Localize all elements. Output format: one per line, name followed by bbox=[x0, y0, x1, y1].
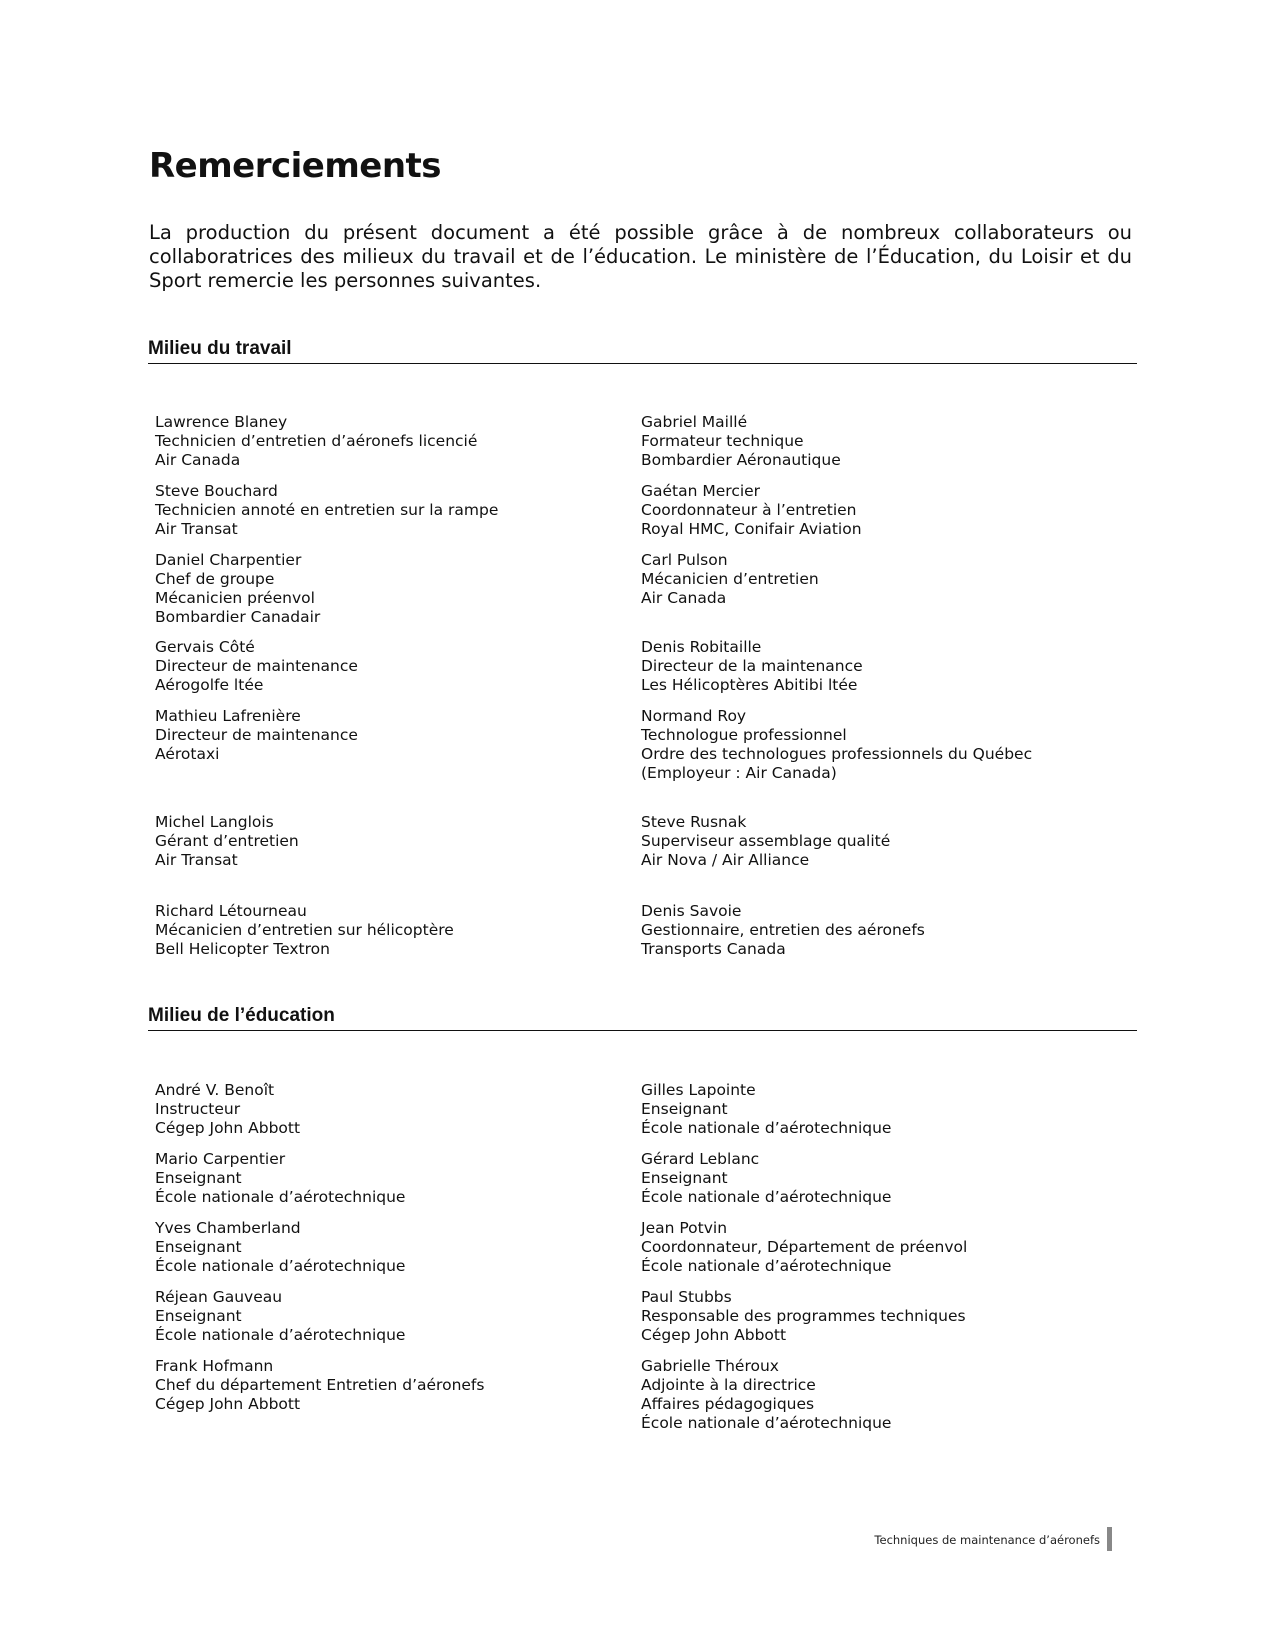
contributor-entry bbox=[641, 813, 1121, 870]
contributor-name: Yves Chamberland bbox=[155, 1219, 301, 1237]
contributor-name: Denis Robitaille bbox=[641, 638, 762, 656]
contributor-detail: Adjointe à la directrice bbox=[641, 1376, 816, 1394]
contributor-detail: Gérant d’entretien bbox=[155, 832, 299, 850]
contributor-detail: Cégep John Abbott bbox=[155, 1119, 301, 1137]
contributor-name: Normand Roy bbox=[641, 707, 747, 725]
contributor-detail: Directeur de maintenance bbox=[155, 726, 358, 744]
contributor-name: Gaétan Mercier bbox=[641, 482, 761, 500]
contributor-detail: Superviseur assemblage qualité bbox=[641, 832, 891, 850]
contributor-detail: Ordre des technologues professionnels du Québec bbox=[641, 745, 1033, 763]
contributor-name: Réjean Gauveau bbox=[155, 1288, 283, 1306]
contributor-detail: Aérogolfe ltée bbox=[155, 676, 264, 694]
contributor-detail: Directeur de maintenance bbox=[155, 657, 358, 675]
contributor-name: Jean Potvin bbox=[641, 1219, 728, 1237]
contributor-detail: École nationale d’aérotechnique bbox=[641, 1188, 892, 1206]
contributor-detail: Enseignant bbox=[155, 1307, 242, 1325]
contributor-detail: École nationale d’aérotechnique bbox=[641, 1257, 892, 1275]
contributor-name: Steve Rusnak bbox=[641, 813, 747, 831]
contributor-detail: École nationale d’aérotechnique bbox=[155, 1188, 406, 1206]
contributor-detail: Bombardier Canadair bbox=[155, 608, 321, 626]
contributor-entry bbox=[155, 551, 635, 627]
contributor-detail: Mécanicien d’entretien sur hélicoptère bbox=[155, 921, 454, 939]
contributor-entry bbox=[641, 551, 1121, 608]
contributor-entry bbox=[155, 1357, 635, 1414]
contributor-detail: École nationale d’aérotechnique bbox=[641, 1119, 892, 1137]
contributor-detail: Instructeur bbox=[155, 1100, 241, 1118]
contributor-entry bbox=[155, 482, 635, 539]
intro-paragraph: La production du présent document a été possible grâce à de nombreux collaborateurs ou collaboratrices des milieux du travail et de l’éducation. Le ministère de l’Éducation, du Loisir et du Sport remercie les personnes suivantes. bbox=[149, 221, 1132, 292]
contributor-name: Paul Stubbs bbox=[641, 1288, 732, 1306]
contributor-name: Carl Pulson bbox=[641, 551, 728, 569]
contributor-entry bbox=[155, 1219, 635, 1276]
contributor-name: Lawrence Blaney bbox=[155, 413, 288, 431]
contributor-entry bbox=[155, 902, 635, 959]
contributor-detail: Chef de groupe bbox=[155, 570, 275, 588]
contributor-detail: Coordonnateur, Département de préenvol bbox=[641, 1238, 968, 1256]
contributor-detail: Enseignant bbox=[155, 1169, 242, 1187]
contributor-detail: Gestionnaire, entretien des aéronefs bbox=[641, 921, 925, 939]
contributor-detail: Air Canada bbox=[155, 451, 241, 469]
contributor-detail: Air Canada bbox=[641, 589, 727, 607]
contributor-name: Steve Bouchard bbox=[155, 482, 278, 500]
contributor-name: André V. Benoît bbox=[155, 1081, 275, 1099]
contributor-entry bbox=[641, 482, 1121, 539]
contributor-entry bbox=[155, 638, 635, 695]
section-title-travail: Milieu du travail bbox=[148, 338, 292, 359]
contributor-detail: Les Hélicoptères Abitibi ltée bbox=[641, 676, 858, 694]
contributor-detail: Bell Helicopter Textron bbox=[155, 940, 330, 958]
contributor-name: Mathieu Lafrenière bbox=[155, 707, 301, 725]
contributor-name: Gervais Côté bbox=[155, 638, 255, 656]
contributor-detail: Formateur technique bbox=[641, 432, 804, 450]
contributor-detail: Enseignant bbox=[155, 1238, 242, 1256]
contributor-name: Gabriel Maillé bbox=[641, 413, 748, 431]
contributor-name: Michel Langlois bbox=[155, 813, 274, 831]
contributor-entry bbox=[641, 1219, 1121, 1276]
contributor-detail: Enseignant bbox=[641, 1100, 728, 1118]
contributor-detail: Technologue professionnel bbox=[641, 726, 847, 744]
contributor-detail: Cégep John Abbott bbox=[155, 1395, 301, 1413]
section-title-education: Milieu de l’éducation bbox=[148, 1005, 335, 1026]
contributor-detail: Mécanicien d’entretien bbox=[641, 570, 819, 588]
contributor-entry bbox=[641, 902, 1121, 959]
contributor-entry bbox=[641, 413, 1121, 470]
contributor-detail: Enseignant bbox=[641, 1169, 728, 1187]
contributor-entry bbox=[641, 707, 1121, 783]
contributor-entry bbox=[155, 813, 635, 870]
contributor-entry bbox=[155, 413, 635, 470]
contributor-detail: Technicien d’entretien d’aéronefs licencié bbox=[155, 432, 478, 450]
contributor-detail: Technicien annoté en entretien sur la rampe bbox=[155, 501, 499, 519]
contributor-detail: Responsable des programmes techniques bbox=[641, 1307, 966, 1325]
footer-title: Techniques de maintenance d’aéronefs bbox=[874, 1533, 1100, 1547]
contributor-detail: Aérotaxi bbox=[155, 745, 220, 763]
contributor-detail: Bombardier Aéronautique bbox=[641, 451, 841, 469]
contributor-name: Gérard Leblanc bbox=[641, 1150, 760, 1168]
page-title: Remerciements bbox=[149, 146, 442, 186]
contributor-entry bbox=[641, 638, 1121, 695]
contributor-name: Gilles Lapointe bbox=[641, 1081, 756, 1099]
contributor-detail: Cégep John Abbott bbox=[641, 1326, 787, 1344]
contributor-name: Denis Savoie bbox=[641, 902, 742, 920]
contributor-detail: Coordonnateur à l’entretien bbox=[641, 501, 857, 519]
section-heading-travail bbox=[148, 338, 1137, 364]
contributor-entry bbox=[155, 707, 635, 764]
contributor-detail: École nationale d’aérotechnique bbox=[641, 1414, 892, 1432]
contributor-detail: (Employeur : Air Canada) bbox=[641, 764, 837, 782]
footer-bar bbox=[1107, 1527, 1112, 1551]
contributor-detail: Affaires pédagogiques bbox=[641, 1395, 815, 1413]
contributor-detail: Air Nova / Air Alliance bbox=[641, 851, 810, 869]
contributor-name: Gabrielle Théroux bbox=[641, 1357, 779, 1375]
contributor-detail: Air Transat bbox=[155, 520, 238, 538]
contributor-entry bbox=[155, 1288, 635, 1345]
contributor-entry bbox=[641, 1150, 1121, 1207]
section-heading-education bbox=[148, 1005, 1137, 1031]
contributor-detail: Directeur de la maintenance bbox=[641, 657, 863, 675]
contributor-detail: Royal HMC, Conifair Aviation bbox=[641, 520, 862, 538]
contributor-entry bbox=[155, 1081, 635, 1138]
contributor-entry bbox=[155, 1150, 635, 1207]
contributor-detail: École nationale d’aérotechnique bbox=[155, 1257, 406, 1275]
contributor-entry bbox=[641, 1357, 1121, 1433]
contributor-detail: Air Transat bbox=[155, 851, 238, 869]
contributor-entry bbox=[641, 1288, 1121, 1345]
contributor-name: Richard Létourneau bbox=[155, 902, 307, 920]
contributor-entry bbox=[641, 1081, 1121, 1138]
contributor-detail: École nationale d’aérotechnique bbox=[155, 1326, 406, 1344]
contributor-detail: Mécanicien préenvol bbox=[155, 589, 315, 607]
contributor-detail: Chef du département Entretien d’aéronefs bbox=[155, 1376, 485, 1394]
contributor-name: Mario Carpentier bbox=[155, 1150, 286, 1168]
contributor-name: Daniel Charpentier bbox=[155, 551, 302, 569]
contributor-name: Frank Hofmann bbox=[155, 1357, 274, 1375]
contributor-detail: Transports Canada bbox=[641, 940, 786, 958]
